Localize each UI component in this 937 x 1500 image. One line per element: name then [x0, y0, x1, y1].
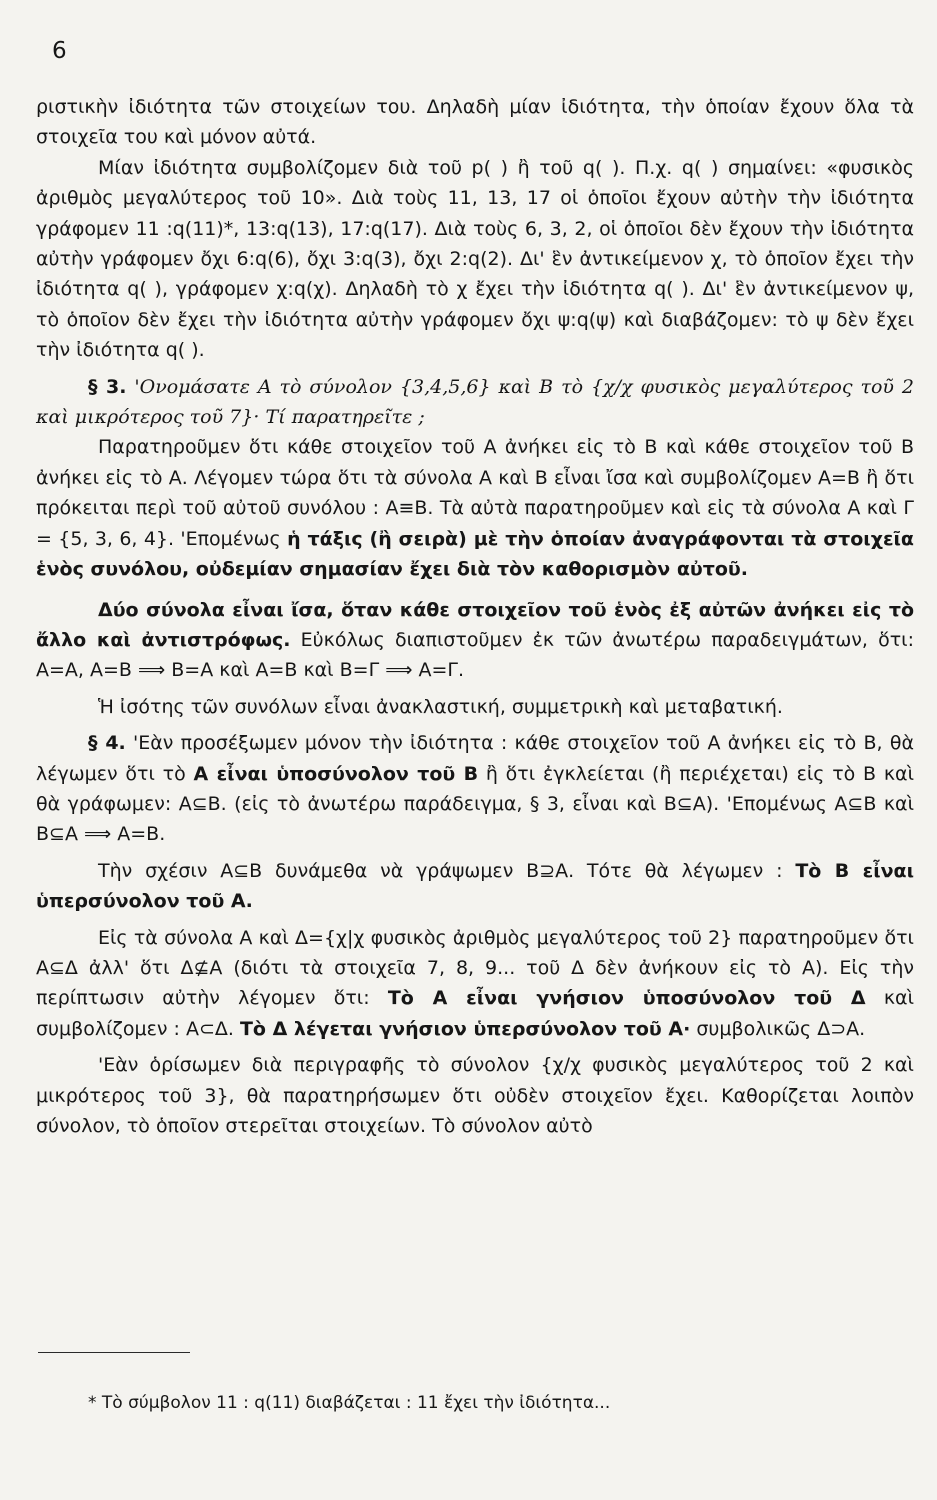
page-number: 6: [52, 38, 68, 64]
section-3-question-text: 'Ονομάσατε A τὸ σύνολον {3,4,5,6} καὶ B τὸ {χ/χ φυσικὸς μεγαλύτερος τοῦ 2 καὶ μικρότερος τοῦ 7}· Τί παρατηρεῖτε ;: [36, 375, 914, 429]
paragraph-equal-sets: [36, 432, 914, 584]
section-4-label: § 4.: [88, 732, 126, 755]
footnote: * Τὸ σύμβολον 11 : q(11) διαβάζεται : 11 ἔχει τὴν ἰδιότητα...: [88, 1393, 611, 1413]
paragraph-proper-subset: [36, 923, 914, 1045]
section-4-paragraph: [36, 728, 914, 850]
paragraph-proper-subset-bold-a: Τὸ Α εἶναι γνήσιον ὑποσύνολον τοῦ Δ: [387, 987, 866, 1010]
paragraph-superset-bold: Τὸ Β εἶναι ὑπερσύνολον τοῦ Α.: [36, 859, 914, 913]
paragraph-proper-subset-bold-b: Τὸ Δ λέγεται γνήσιον ὑπερσύνολον τοῦ Α·: [239, 1017, 691, 1040]
definition-equal-sets-text: Εὐκόλως διαπιστοῦμεν ἐκ τῶν ἀνωτέρω παραδειγμάτων, ὅτι: Α=Α, Α=Β ⟹ Β=Α καὶ Α=Β καὶ Β=Γ ⟹ Α=Γ.: [36, 628, 914, 682]
definition-equal-sets: [36, 595, 914, 686]
section-4-text-a: 'Εὰν προσέξωμεν μόνον τὴν ἰδιότητα : κάθε στοιχεῖον τοῦ Α ἀνήκει εἰς τὸ Β, θὰ λέγωμεν ὅτι τὸ: [36, 732, 914, 785]
paragraph-2: Μίαν ἰδιότητα συμβολίζομεν διὰ τοῦ p( ) ἢ τοῦ q( ). Π.χ. q( ) σημαίνει: «φυσικὸς ἀριθμὸς μεγαλύτερος τοῦ 10». Διὰ τοὺς 11, 13, 17 οἱ ὁποῖοι ἔχουν αὐτὴν τὴν ἰδιότητα γράφομεν 11 :q(11)*, 13:q(13), 17:q(17). Διὰ τοὺς 6, 3, 2, οἱ ὁποῖοι δὲν ἔχουν τὴν ἰδιότητα αὐτὴν γράφομεν ὄχι 6:q(6), ὄχι 3:q(3), ὄχι 2:q(2). Δι' ἓν ἀντικείμενον χ, τὸ ὁποῖον ἔχει τὴν ἰδιότητα q( ), γράφομεν χ:q(χ). Δηλαδὴ τὸ χ ἔχει τὴν ἰδιότητα q( ). Δι' ἓν ἀντικείμενον ψ, τὸ ὁποῖον δὲν ἔχει τὴν ἰδιότητα αὐτὴν γράφομεν ὄχι ψ:q(ψ) καὶ διαβάζομεν: τὸ ψ δὲν ἔχει τὴν ἰδιότητα q( ).: [36, 156, 914, 362]
section-3-question: [36, 372, 914, 433]
paragraph-superset: [36, 856, 914, 917]
definition-equal-sets-bold: Δύο σύνολα εἶναι ἴσα, ὅταν κάθε στοιχεῖον τοῦ ἑνὸς ἐξ αὐτῶν ἀνήκει εἰς τὸ ἄλλο καὶ ἀντιστρόφως.: [36, 598, 914, 651]
paragraph-empty-set: 'Εὰν ὁρίσωμεν διὰ περιγραφῆς τὸ σύνολον {χ/χ φυσικὸς μεγαλύτερος τοῦ 2 καὶ μικρότερος τοῦ 3}, θὰ παρατηρήσωμεν ὅτι οὐδὲν στοιχεῖον ἔχει. Καθορίζεται λοιπὸν σύνολον, τὸ ὁποῖον στερεῖται στοιχείων. Τὸ σύνολον αὐτὸ: [36, 1054, 914, 1137]
paragraph-proper-subset-text-a: Εἰς τὰ σύνολα Α καὶ Δ={χ|χ φυσικὸς ἀριθμὸς μεγαλύτερος τοῦ 2} παρατηροῦμεν ὅτι Α⊆Δ ἀλλ' ὅτι Δ⊈Α (διότι τὰ στοιχεῖα 7, 8, 9... τοῦ Δ δὲν ἀνήκουν εἰς τὸ Α). Εἰς τὴν περίπτωσιν αὐτὴν λέγομεν ὅτι:: [36, 926, 914, 1010]
paragraph-proper-subset-text-b: καὶ συμβολίζομεν : Α⊂Δ.: [36, 987, 914, 1040]
paragraph-1: ριστικὴν ἰδιότητα τῶν στοιχείων του. Δηλαδὴ μίαν ἰδιότητα, τὴν ὁποίαν ἔχουν ὅλα τὰ στοιχεῖα του καὶ μόνον αὐτά.: [36, 96, 914, 149]
footnote-divider: [38, 1352, 190, 1353]
section-4-bold: Α εἶναι ὑποσύνολον τοῦ Β: [193, 762, 479, 785]
paragraph-superset-text: Τὴν σχέσιν Α⊆Β δυνάμεθα νὰ γράψωμεν Β⊇Α. Τότε θὰ λέγωμεν :: [98, 859, 783, 882]
section-3-label: § 3.: [88, 375, 127, 398]
paragraph-equality-properties: Ἡ ἰσότης τῶν συνόλων εἶναι ἀνακλαστική, συμμετρικὴ καὶ μεταβατική.: [98, 695, 783, 718]
paragraph-proper-subset-text-c: συμβολικῶς Δ⊃Α.: [696, 1017, 866, 1040]
paragraph-equal-sets-text: Παρατηροῦμεν ὅτι κάθε στοιχεῖον τοῦ Α ἀνήκει εἰς τὸ Β καὶ κάθε στοιχεῖον τοῦ Β ἀνήκει εἰς τὸ Α. Λέγομεν τώρα ὅτι τὰ σύνολα Α καὶ Β εἶναι ἴσα καὶ συμβολίζομεν Α=Β ἢ ὅτι πρόκειται περὶ τοῦ αὐτοῦ συνόλου : Α≡Β. Τὰ αὐτὰ παρατηροῦμεν καὶ εἰς τὰ σύνολα Α καὶ Γ = {5, 3, 6, 4}. 'Επομένως: [36, 436, 914, 550]
section-4-text-b: ἢ ὅτι ἐγκλείεται (ἢ περιέχεται) εἰς τὸ Β καὶ θὰ γράφωμεν: Α⊆Β. (εἰς τὸ ἀνωτέρω παράδειγμα, § 3, εἶναι καὶ Β⊆Α). 'Επομένως Α⊆Β καὶ Β⊆Α ⟹ Α=Β.: [36, 762, 914, 846]
paragraph-equal-sets-bold: ἡ τάξις (ἢ σειρὰ) μὲ τὴν ὁποίαν ἀναγράφονται τὰ στοιχεῖα ἑνὸς συνόλου, οὐδεμίαν σημασίαν ἔχει διὰ τὸν καθορισμὸν αὐτοῦ.: [36, 527, 914, 581]
body-text: [36, 92, 914, 1141]
